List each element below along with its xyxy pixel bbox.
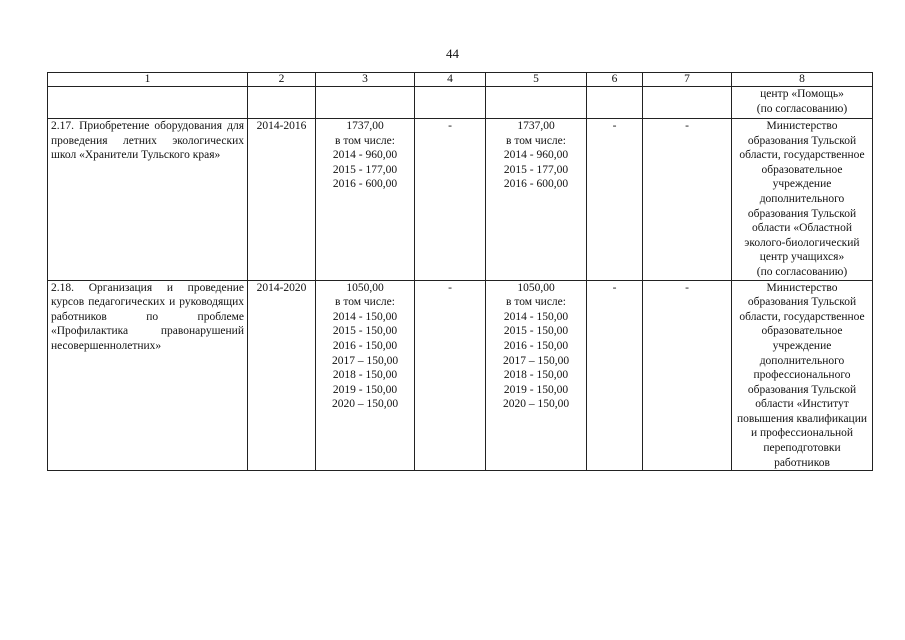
col6-value: -: [587, 119, 643, 281]
header-col-2: 2: [248, 73, 316, 87]
header-col-6: 6: [587, 73, 643, 87]
continuation-row: [48, 87, 873, 119]
executor: Министерство образования Тульской области, государственное образовательное учреждение дополнительного профессионального образования Тульской области «Институт повышения квалификации и профессиональной переподготовки работников: [732, 280, 873, 471]
header-col-1: 1: [48, 73, 248, 87]
measure-name: 2.17. Приобретение оборудования для проведения летних экологических школ «Хранители Тульского края»: [48, 119, 248, 281]
col4-value: -: [415, 119, 486, 281]
col7-value: -: [643, 119, 732, 281]
page-number: 44: [446, 46, 459, 61]
total-funding: 1050,00 в том числе: 2014 - 150,00 2015 - 150,00 2016 - 150,00 2017 – 150,00 2018 - 150,00 2019 - 150,00 2020 – 150,00: [316, 280, 415, 471]
measure-name: 2.18. Организация и проведение курсов педагогических и руководящих работников по проблеме «Профилактика правонарушений несовершеннолетних»: [48, 280, 248, 471]
col5-funding: 1050,00 в том числе: 2014 - 150,00 2015 - 150,00 2016 - 150,00 2017 – 150,00 2018 - 150,00 2019 - 150,00 2020 – 150,00: [486, 280, 587, 471]
period: 2014-2016: [248, 119, 316, 281]
header-col-8: 8: [732, 73, 873, 87]
program-table: [47, 72, 873, 471]
col4-value: -: [415, 280, 486, 471]
col7-value: -: [643, 280, 732, 471]
total-funding: 1737,00 в том числе: 2014 - 960,00 2015 - 177,00 2016 - 600,00: [316, 119, 415, 281]
header-col-4: 4: [415, 73, 486, 87]
header-row: [48, 73, 873, 87]
col6-value: -: [587, 280, 643, 471]
table-row: [48, 119, 873, 281]
col5-funding: 1737,00 в том числе: 2014 - 960,00 2015 - 177,00 2016 - 600,00: [486, 119, 587, 281]
header-col-5: 5: [486, 73, 587, 87]
continuation-executor: центр «Помощь» (по согласованию): [732, 87, 873, 119]
period: 2014-2020: [248, 280, 316, 471]
table-row: [48, 280, 873, 471]
header-col-7: 7: [643, 73, 732, 87]
executor: Министерство образования Тульской области, государственное образовательное учреждение дополнительного образования Тульской области «Областной эколого-биологический центр учащихся» (по согласованию): [732, 119, 873, 281]
header-col-3: 3: [316, 73, 415, 87]
